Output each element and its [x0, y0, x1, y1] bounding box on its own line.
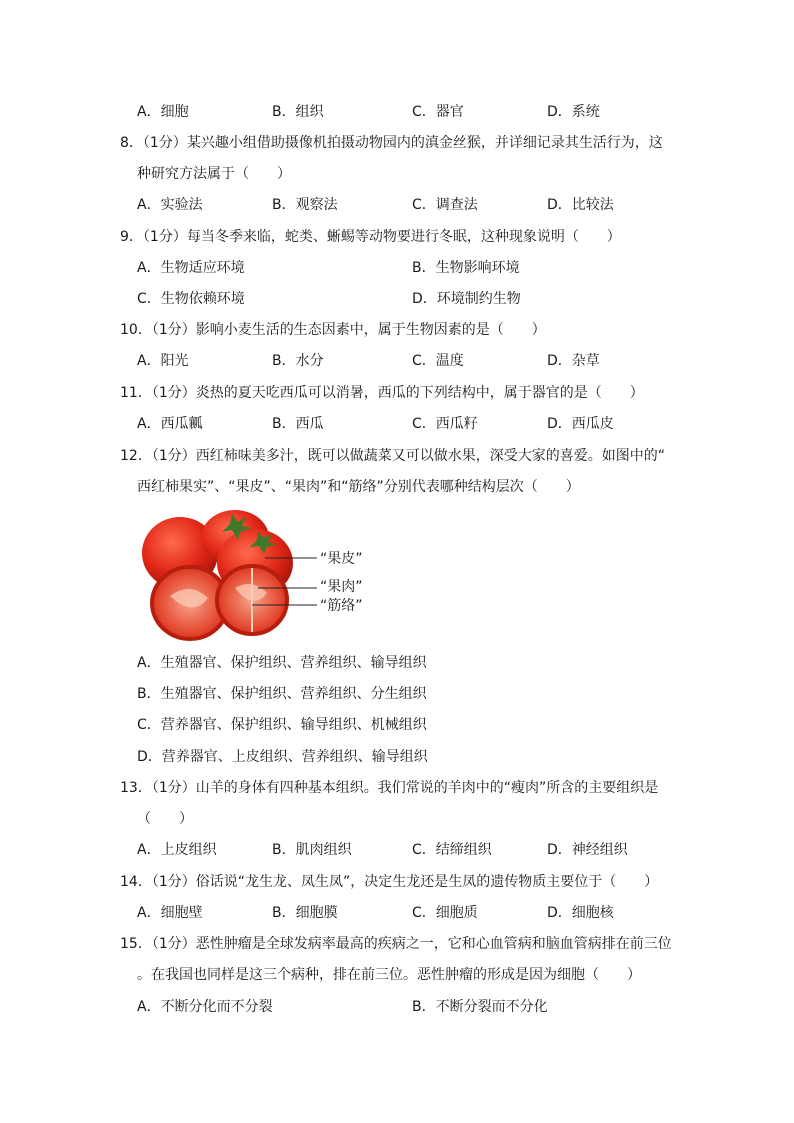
q9-option-a: A．生物适应环境 — [137, 260, 245, 276]
q11-option-a: A．西瓜瓤 — [137, 416, 203, 432]
q12-option-b: B．生殖器官、保护组织、营养组织、分生组织 — [137, 686, 427, 702]
q12-option-d: D．营养器官、上皮组织、营养组织、输导组织 — [137, 749, 428, 765]
q14-stem: 14．（1分）俗话说“龙生龙、凤生凤”，决定生龙还是生凤的遗传物质主要位于（ ） — [120, 874, 659, 890]
figure-label-pulp: “果肉” — [320, 579, 363, 595]
q13-option-b: B．肌肉组织 — [272, 842, 352, 858]
q13-option-d: D．神经组织 — [547, 842, 628, 858]
q15-option-a: A．不断分化而不分裂 — [137, 999, 273, 1015]
q7-option-c: C．器官 — [412, 104, 464, 120]
q8-option-b: B．观察法 — [272, 197, 338, 213]
q10-option-b: B．水分 — [272, 353, 324, 369]
q14-option-b: B．细胞膜 — [272, 905, 338, 921]
q13-option-c: C．结缔组织 — [412, 842, 492, 858]
q12-option-a: A．生殖器官、保护组织、营养组织、输导组织 — [137, 655, 427, 671]
q8-stem-line2: 种研究方法属于（ ） — [137, 166, 291, 182]
tomato-figure — [140, 508, 380, 643]
q10-option-c: C．温度 — [412, 353, 464, 369]
q8-stem-line1: 8．（1分）某兴趣小组借助摄像机拍摄动物园内的滇金丝猴，并详细记录其生活行为，这 — [120, 135, 663, 151]
q14-option-c: C．细胞质 — [412, 905, 478, 921]
q14-option-a: A．细胞壁 — [137, 905, 203, 921]
q13-stem-line1: 13．（1分）山羊的身体有四种基本组织。我们常说的羊肉中的“瘦肉”所含的主要组织是 — [120, 780, 659, 796]
q9-option-b: B．生物影响环境 — [412, 260, 520, 276]
figure-label-vein: “筋络” — [320, 598, 363, 614]
q9-option-c: C．生物依赖环境 — [137, 291, 245, 307]
q11-option-c: C．西瓜籽 — [412, 416, 478, 432]
q7-option-a: A．细胞 — [137, 104, 189, 120]
q12-stem-line1: 12．（1分）西红柿味美多汁，既可以做蔬菜又可以做水果，深受大家的喜爱。如图中的“ — [120, 448, 665, 464]
q11-option-b: B．西瓜 — [272, 416, 324, 432]
q12-option-c: C．营养器官、保护组织、输导组织、机械组织 — [137, 717, 427, 733]
q11-stem: 11．（1分）炎热的夏天吃西瓜可以消暑，西瓜的下列结构中，属于器官的是（ ） — [120, 385, 644, 401]
q8-option-c: C．调查法 — [412, 197, 478, 213]
q11-option-d: D．西瓜皮 — [547, 416, 614, 432]
q12-stem-line2: 西红柿果实”、“果皮”、“果肉”和“筋络”分别代表哪种结构层次（ ） — [137, 479, 580, 495]
q15-stem-line2: 。在我国也同样是这三个病种，排在前三位。恶性肿瘤的形成是因为细胞（ ） — [137, 967, 641, 983]
q13-stem-line2: （ ） — [137, 811, 193, 827]
q7-option-d: D．系统 — [547, 104, 600, 120]
q10-option-d: D．杂草 — [547, 353, 600, 369]
q8-option-a: A．实验法 — [137, 197, 203, 213]
figure-label-peel: “果皮” — [320, 551, 363, 567]
q10-stem: 10．（1分）影响小麦生活的生态因素中，属于生物因素的是（ ） — [120, 322, 546, 338]
q15-option-b: B．不断分裂而不分化 — [412, 999, 548, 1015]
q15-stem-line1: 15．（1分）恶性肿瘤是全球发病率最高的疾病之一，它和心血管病和脑血管病排在前三位 — [120, 936, 672, 952]
q9-option-d: D．环境制约生物 — [412, 291, 521, 307]
q8-option-d: D．比较法 — [547, 197, 614, 213]
tomato-illustration — [140, 508, 380, 643]
q13-option-a: A．上皮组织 — [137, 842, 217, 858]
q9-stem: 9．（1分）每当冬季来临，蛇类、蜥蜴等动物要进行冬眠，这种现象说明（ ） — [120, 229, 621, 245]
q14-option-d: D．细胞核 — [547, 905, 614, 921]
q7-option-b: B．组织 — [272, 104, 324, 120]
q10-option-a: A．阳光 — [137, 353, 189, 369]
